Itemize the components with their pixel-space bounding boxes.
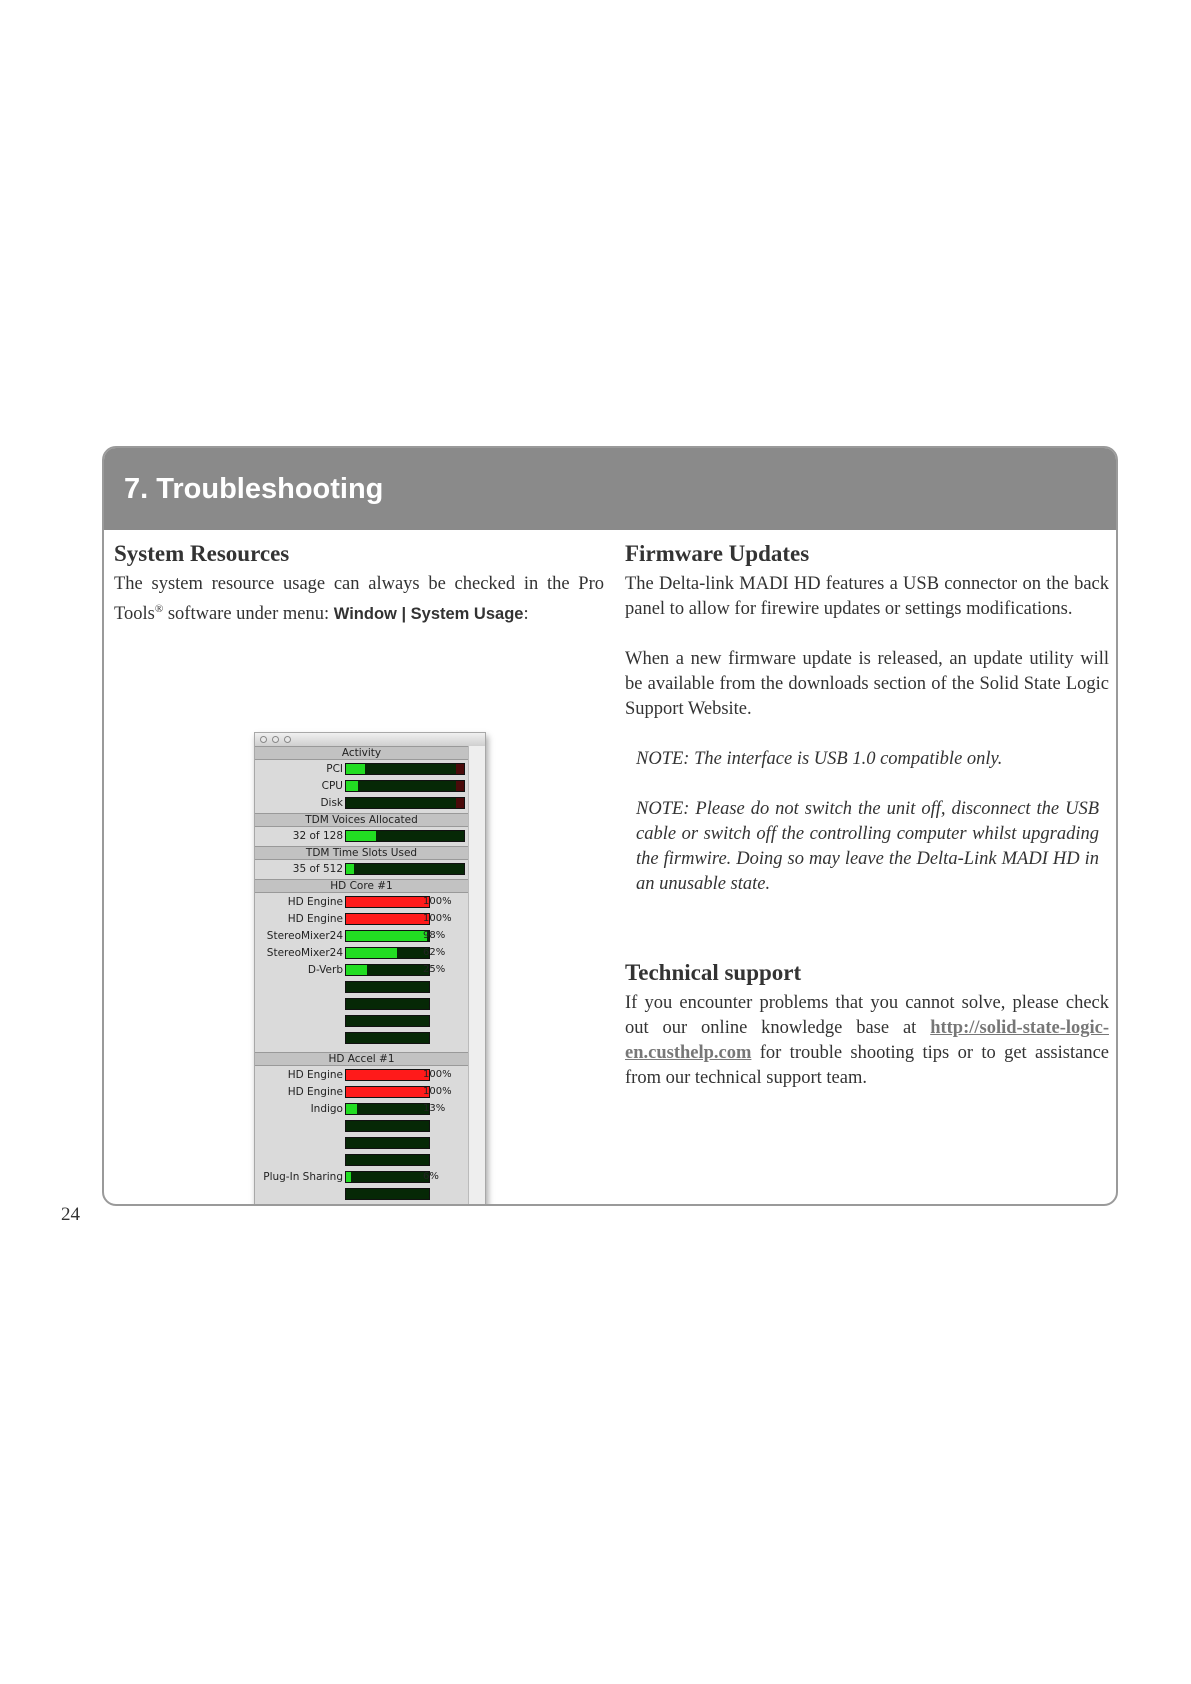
core-plugin-label: StereoMixer24 (266, 947, 343, 959)
usage-section-heading: TDM Time Slots Used (255, 846, 468, 860)
empty-meter (345, 1188, 430, 1200)
core-plugin-label: StereoMixer24 (266, 930, 343, 942)
meter-percent: 100% (423, 1069, 452, 1080)
meter-fill (346, 1070, 429, 1080)
meter-fill (346, 931, 427, 941)
meter-fill (346, 1104, 357, 1114)
activity-label: PCI (326, 763, 343, 775)
registered-mark: ® (154, 603, 164, 615)
meter-percent: 62% (423, 947, 446, 958)
right-column (625, 540, 1109, 1091)
firmware-paragraph-2: When a new firmware update is released, an update utility will be available from the downloads section of the Solid State Logic Support Website. (625, 649, 1109, 719)
empty-meter (345, 981, 430, 993)
slots-count: 35 of 512 (292, 863, 343, 875)
activity-label: CPU (321, 780, 343, 792)
technical-support-text (625, 991, 1109, 1091)
system-usage-window (254, 732, 486, 1206)
usage-section-heading: HD Core #1 (255, 879, 468, 893)
meter-fill (346, 897, 429, 907)
usage-section-heading: Activity (255, 746, 468, 760)
intro-end: : (523, 604, 529, 625)
zoom-button[interactable] (284, 736, 291, 743)
accel-plugin-meter (345, 1069, 430, 1081)
meter-percent: 100% (423, 913, 452, 924)
activity-meter (345, 763, 465, 775)
firmware-heading: Firmware Updates (625, 541, 810, 566)
meter-fill (346, 1087, 429, 1097)
page-number: 24 (61, 1204, 80, 1225)
accel-plugin-label: HD Engine (287, 1086, 343, 1098)
meter-fill (346, 965, 367, 975)
accel-plugin-meter (345, 1086, 430, 1098)
meter-fill (346, 864, 354, 874)
usb-note: NOTE: The interface is USB 1.0 compatible only. (636, 749, 1003, 769)
core-plugin-meter (345, 947, 430, 959)
empty-meter (345, 1154, 430, 1166)
system-usage-body (255, 746, 468, 1206)
slots-meter (345, 863, 465, 875)
usage-section-heading: TDM Voices Allocated (255, 813, 468, 827)
voices-count: 32 of 128 (292, 830, 343, 842)
system-resources-heading: System Resources (114, 541, 290, 566)
core-plugin-label: HD Engine (287, 896, 343, 908)
meter-fill (346, 948, 397, 958)
voices-meter (345, 830, 465, 842)
empty-meter (345, 1137, 430, 1149)
window-titlebar[interactable] (255, 733, 485, 746)
section-header (104, 448, 1116, 530)
meter-fill (346, 764, 365, 774)
activity-meter (345, 780, 465, 792)
meter-percent: 13% (423, 1103, 446, 1114)
meter-fill (346, 831, 376, 841)
meter-percent: 100% (423, 896, 452, 907)
meter-peak (456, 781, 464, 791)
empty-meter (345, 1205, 430, 1206)
meter-percent: 100% (423, 1086, 452, 1097)
core-plugin-meter (345, 930, 430, 942)
minimize-button[interactable] (272, 736, 279, 743)
empty-meter (345, 1120, 430, 1132)
core-plugin-meter (345, 913, 430, 925)
left-column (114, 540, 604, 1183)
accel-plugin-meter (345, 1103, 430, 1115)
meter-percent: 25% (423, 964, 446, 975)
accel-plugin-label: Indigo (310, 1103, 343, 1115)
core-plugin-meter (345, 896, 430, 908)
empty-meter (345, 1015, 430, 1027)
core-plugin-label: HD Engine (287, 913, 343, 925)
empty-meter (345, 1032, 430, 1044)
meter-fill (346, 781, 358, 791)
plugin-sharing-label: Plug-In Sharing (263, 1171, 343, 1183)
empty-meter (345, 998, 430, 1010)
core-plugin-label: D-Verb (307, 964, 343, 976)
knowledge-base-link[interactable]: http://solid-state-logic-en.custhelp.com (625, 1018, 1109, 1063)
meter-fill (346, 914, 429, 924)
troubleshooting-panel (102, 446, 1118, 1206)
system-resources-text (114, 572, 604, 627)
close-button[interactable] (260, 736, 267, 743)
support-text-after: for trouble shooting tips or to get assistance from our technical support team. (625, 1043, 1109, 1088)
accel-plugin-label: HD Engine (287, 1069, 343, 1081)
intro-before: The system resource usage can always be checked in the Pro Tools (114, 574, 604, 625)
meter-percent: 6% (423, 1171, 439, 1182)
usage-section-heading: HD Accel #1 (255, 1052, 468, 1066)
meter-fill (346, 1172, 351, 1182)
technical-support-heading: Technical support (625, 960, 802, 985)
meter-percent: 98% (423, 930, 446, 941)
plugin-sharing-meter (345, 1171, 430, 1183)
meter-peak (456, 764, 464, 774)
activity-meter (345, 797, 465, 809)
section-title: 7. Troubleshooting (124, 472, 384, 505)
intro-middle: software under menu: (163, 604, 334, 625)
activity-label: Disk (320, 797, 343, 809)
window-scrollbar[interactable] (468, 746, 485, 1206)
support-text-before: If you encounter problems that you cannot solve, please check out our online knowledge base at (625, 993, 1109, 1038)
firmware-paragraph-1: The Delta-link MADI HD features a USB connector on the back panel to allow for firewire updates or settings modifications. (625, 574, 1109, 619)
firmware-warning-note: NOTE: Please do not switch the unit off, disconnect the USB cable or switch off the controlling computer whilst upgrading the firmwire. Doing so may leave the Delta-Link MADI HD in an unusable state. (636, 799, 1099, 894)
core-plugin-meter (345, 964, 430, 976)
meter-peak (456, 798, 464, 808)
menu-path: Window | System Usage (333, 605, 524, 624)
